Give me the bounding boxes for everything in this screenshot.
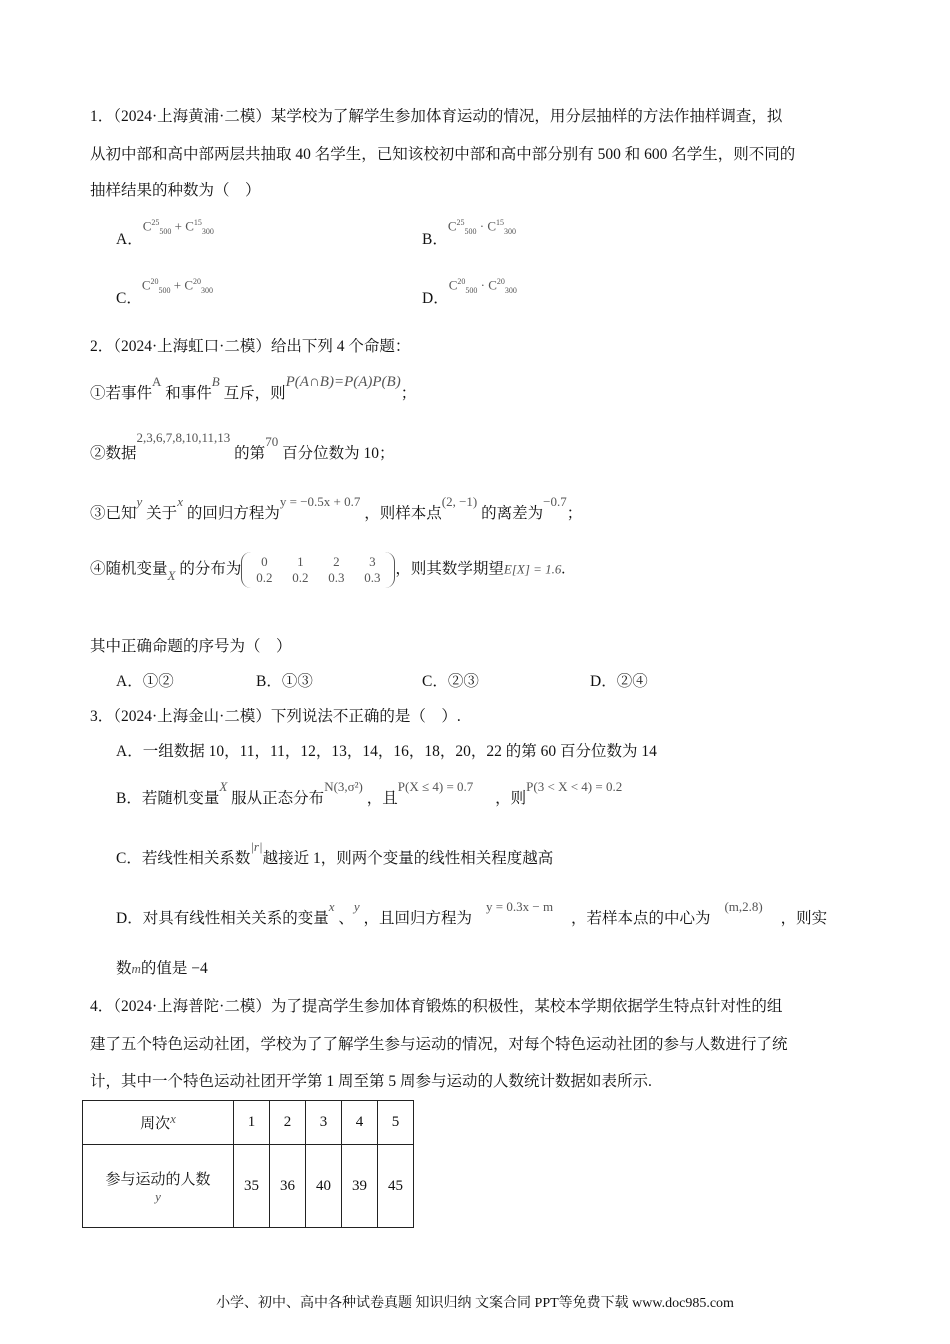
m: 300: [201, 226, 214, 236]
text: ①若事件: [90, 385, 153, 402]
math: y = 0.3x − m: [486, 899, 554, 914]
table-cell: 39: [342, 1145, 378, 1228]
combination-formula: $C^{25}_{500} \cdot C^{15}_{300}$: [447, 217, 517, 236]
m: 15: [193, 217, 202, 227]
m: 25: [151, 217, 160, 227]
q3-option-d: [116, 899, 828, 928]
table-cell: 4: [342, 1101, 378, 1145]
option-label: A．: [116, 231, 143, 248]
text: 的第: [234, 445, 266, 462]
q2-option-c: C．②③: [422, 673, 479, 690]
option-label: B．: [422, 231, 448, 248]
text: ，则: [495, 790, 527, 807]
math: x: [177, 494, 183, 509]
table-cell: 3: [306, 1101, 342, 1145]
table-cell: 5: [378, 1101, 414, 1145]
m: 300: [504, 226, 517, 236]
m: 0.3: [364, 570, 381, 585]
text: 关于: [146, 505, 178, 522]
math: x: [170, 1111, 176, 1126]
text: 越接近 1，则两个变量的线性相关程度越高: [262, 850, 554, 867]
math-formula: E[X] = 1.6: [503, 561, 562, 577]
m: 0.2: [292, 570, 309, 585]
text: ；: [400, 385, 417, 402]
m: 500: [465, 285, 478, 295]
math: X: [219, 779, 228, 794]
m: +: [174, 218, 182, 233]
text: ③已知: [90, 505, 137, 522]
text: 的值是 −4: [140, 960, 208, 977]
m: 15: [496, 217, 505, 227]
text: ，且: [366, 790, 398, 807]
m: 20: [150, 276, 159, 286]
text: 的离差为: [481, 505, 544, 522]
text: ，且回归方程为: [363, 910, 473, 927]
text: B．若随机变量: [116, 790, 220, 807]
q3-option-b: [116, 779, 623, 808]
q2-option-a: A．①②: [116, 673, 174, 690]
text: ；: [566, 505, 583, 522]
math: y: [155, 1188, 161, 1204]
combination-formula: $C^{20}_{500} \cdot C^{20}_{300}$: [448, 276, 517, 295]
m: 25: [456, 217, 465, 227]
text: 互斥，则: [223, 385, 286, 402]
math-formula: y = −0.5x + 0.7: [279, 494, 361, 509]
q4-stem-line3: 计，其中一个特色运动社团开学第 1 周至第 5 周参与运动的人数统计数据如表所示.: [90, 1073, 652, 1090]
math: P(3 < X < 4) = 0.2: [526, 779, 623, 794]
text: ④随机变量: [90, 560, 168, 578]
m: 1: [297, 554, 304, 569]
m: ·: [480, 277, 485, 292]
text: 参与运动的人数: [105, 1171, 211, 1188]
text: ，则实: [780, 910, 828, 927]
m: +: [173, 277, 182, 292]
math: N(3,σ²): [324, 779, 363, 794]
q2-option-d: D．②④: [590, 673, 648, 690]
text: 、: [338, 910, 354, 927]
math: P(X ≤ 4) = 0.7: [397, 779, 474, 794]
text: 周次: [140, 1116, 171, 1132]
q2-option-b: B．①③: [256, 673, 313, 690]
math: (2, −1): [441, 494, 478, 509]
q1-option-c: [116, 276, 214, 309]
text: C．若线性相关系数: [116, 850, 251, 867]
option-label: D．: [422, 290, 449, 307]
q1-stem-line1: 1．（2024·上海黄浦·二模）某学校为了解学生参加体育运动的情况，用分层抽样的方法作抽样调查，拟: [90, 108, 783, 125]
q1-option-b: [422, 217, 517, 250]
header-cell: [83, 1145, 234, 1228]
m: 2: [333, 554, 340, 569]
table-cell: 36: [270, 1145, 306, 1228]
q3-option-d-cont: [116, 956, 208, 978]
m: 3: [369, 554, 376, 569]
math: x: [328, 899, 335, 914]
q1-option-d: [422, 276, 517, 309]
option-label: C．: [116, 290, 142, 307]
table-cell: 40: [306, 1145, 342, 1228]
m: 0.3: [328, 570, 345, 585]
text: D．对具有线性相关关系的变量: [116, 910, 329, 927]
text: 服从正态分布: [231, 790, 325, 807]
q2-question: 其中正确命题的序号为（ ）: [90, 638, 292, 655]
week-count-table: [82, 1100, 414, 1228]
table-row: [83, 1101, 414, 1145]
text: 百分位数为 10；: [282, 445, 395, 462]
m: 0: [261, 554, 268, 569]
q4-stem-line2: 建了五个特色运动社团，学校为了了解学生参与运动的情况，对每个特色运动社团的参与人数进行了统: [90, 1036, 788, 1053]
math-formula: P(A∩B)=P(A)P(B): [285, 374, 401, 390]
math: |r|: [250, 839, 263, 854]
text: ，则其数学期望: [395, 560, 504, 578]
m: 0.2: [256, 570, 273, 585]
m: 300: [201, 285, 214, 295]
math: (m,2.8): [724, 899, 763, 914]
q3-stem: 3．（2024·上海金山·二模）下列说法不正确的是（ ）.: [90, 708, 461, 725]
header-cell: [83, 1101, 234, 1145]
q2-prop1: [90, 374, 417, 403]
text: ②数据: [90, 445, 137, 462]
q1-stem-line2: 从初中部和高中部两层共抽取 40 名学生，已知该校初中部和高中部分别有 500 和 600 名学生，则不同的: [90, 146, 796, 163]
m: 500: [464, 226, 477, 236]
text: 的分布为: [179, 560, 242, 578]
math: y: [353, 899, 360, 914]
q1-option-a: [116, 217, 214, 250]
m: 300: [504, 285, 517, 295]
q3-option-c: [116, 839, 554, 868]
math: B: [211, 374, 220, 389]
math: A: [152, 374, 162, 389]
text: .: [561, 560, 566, 578]
text: 和事件: [165, 385, 212, 402]
q2-prop2: [90, 430, 395, 463]
math-data: 2,3,6,7,8,10,11,13: [136, 430, 231, 445]
math: m: [131, 961, 141, 976]
text: ，若样本点的中心为: [570, 910, 711, 927]
m: 20: [496, 276, 505, 286]
combination-formula: $C^{20}_{500} + C^{20}_{300}$: [141, 276, 214, 295]
table-cell: 35: [234, 1145, 270, 1228]
table-cell: 45: [378, 1145, 414, 1228]
table-cell: 1: [234, 1101, 270, 1145]
math: −0.7: [543, 494, 567, 509]
math: X: [167, 567, 176, 583]
text: 数: [116, 960, 132, 977]
m: 500: [158, 285, 171, 295]
q1-stem-line3: 抽样结果的种数为（ ）: [90, 182, 261, 199]
table-cell: 2: [270, 1101, 306, 1145]
q2-prop3: [90, 494, 583, 523]
m: 20: [193, 276, 202, 286]
math: 70: [265, 434, 279, 449]
m: 500: [159, 226, 172, 236]
combination-formula: $C^{25}_{500} + C^{15}_{300}$: [142, 217, 214, 236]
footer-text: 小学、初中、高中各种试卷真题 知识归纳 文案合同 PPT等免费下载 www.doc985.com: [216, 1296, 734, 1311]
m: ·: [479, 218, 485, 233]
math: y: [136, 494, 143, 509]
q3-option-a: A．一组数据 10，11，11，12，13，14，16，18，20，22 的第 60 百分位数为 14: [116, 743, 657, 760]
distribution-matrix: [241, 552, 395, 588]
text: 的回归方程为: [186, 505, 280, 522]
q4-stem-line1: 4．（2024·上海普陀·二模）为了提高学生参加体育锻炼的积极性，某校本学期依据学生特点针对性的组: [90, 998, 783, 1015]
text: ，则样本点: [364, 505, 442, 522]
table-row: [83, 1145, 414, 1228]
q2-stem: 2．（2024·上海虹口·二模）给出下列 4 个命题：: [90, 338, 411, 355]
m: 20: [457, 276, 466, 286]
q2-prop4: [90, 552, 565, 588]
